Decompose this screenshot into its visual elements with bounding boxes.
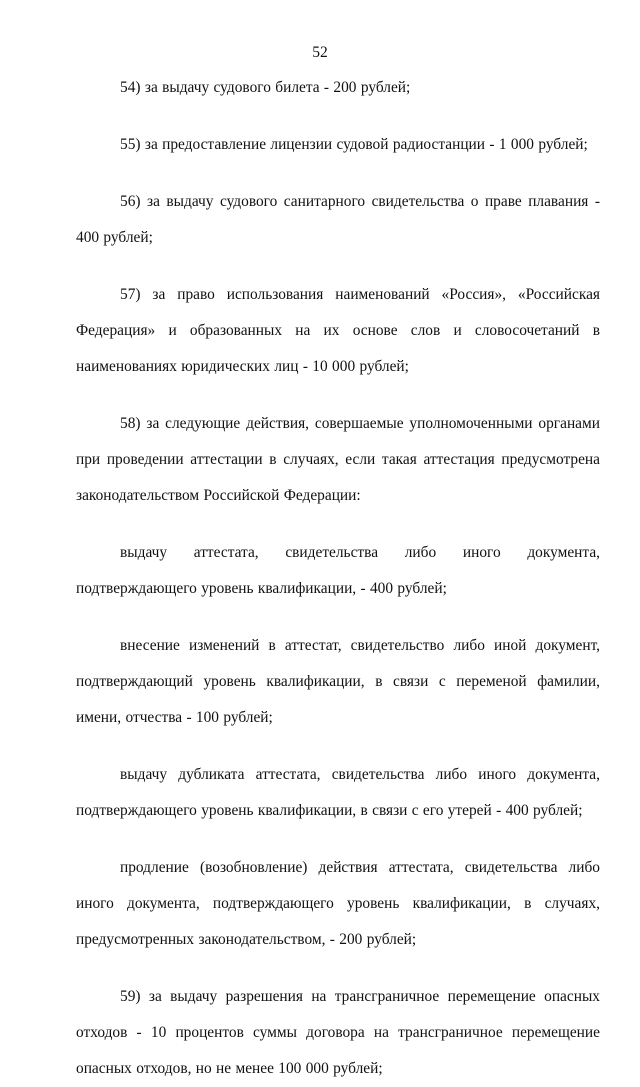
paragraph-54: 54) за выдачу судового билета - 200 рублей; — [120, 79, 411, 96]
paragraph-58-item-change: внесение изменений в аттестат, свидетельство либо иной документ, подтверждающий уровень квалификации, в связи с переменой фамилии, имени, отчества - 100 рублей; — [76, 637, 600, 726]
paragraph-58-item-issue: выдачу аттестата, свидетельства либо иного документа, подтверждающего уровень квалификации, - 400 рублей; — [76, 544, 600, 597]
paragraph-57: 57) за право использования наименований «Россия», «Российская Федерация» и образованных на их основе слов и словосочетаний в наименованиях юридических лиц - 10 000 рублей; — [76, 286, 600, 375]
paragraph-56: 56) за выдачу судового санитарного свидетельства о праве плавания - 400 рублей; — [76, 193, 600, 246]
document-body — [76, 70, 600, 1087]
paragraph-58-item-renewal: продление (возобновление) действия аттестата, свидетельства либо иного документа, подтверждающего уровень квалификации, в случаях, предусмотренных законодательством, - 200 рублей; — [76, 859, 600, 948]
paragraph-58: 58) за следующие действия, совершаемые уполномоченными органами при проведении аттестации в случаях, если такая аттестация предусмотрена законодательством Российской Федерации: — [76, 415, 600, 504]
paragraph-59: 59) за выдачу разрешения на трансграничное перемещение опасных отходов - 10 процентов суммы договора на трансграничное перемещение опасных отходов, но не менее 100 000 рублей; — [76, 988, 600, 1077]
paragraph-58-item-duplicate: выдачу дубликата аттестата, свидетельства либо иного документа, подтверждающего уровень квалификации, в связи с его утерей - 400 рублей; — [76, 766, 600, 819]
paragraph-55: 55) за предоставление лицензии судовой радиостанции - 1 000 рублей; — [120, 136, 588, 153]
page-number: 52 — [312, 44, 328, 61]
